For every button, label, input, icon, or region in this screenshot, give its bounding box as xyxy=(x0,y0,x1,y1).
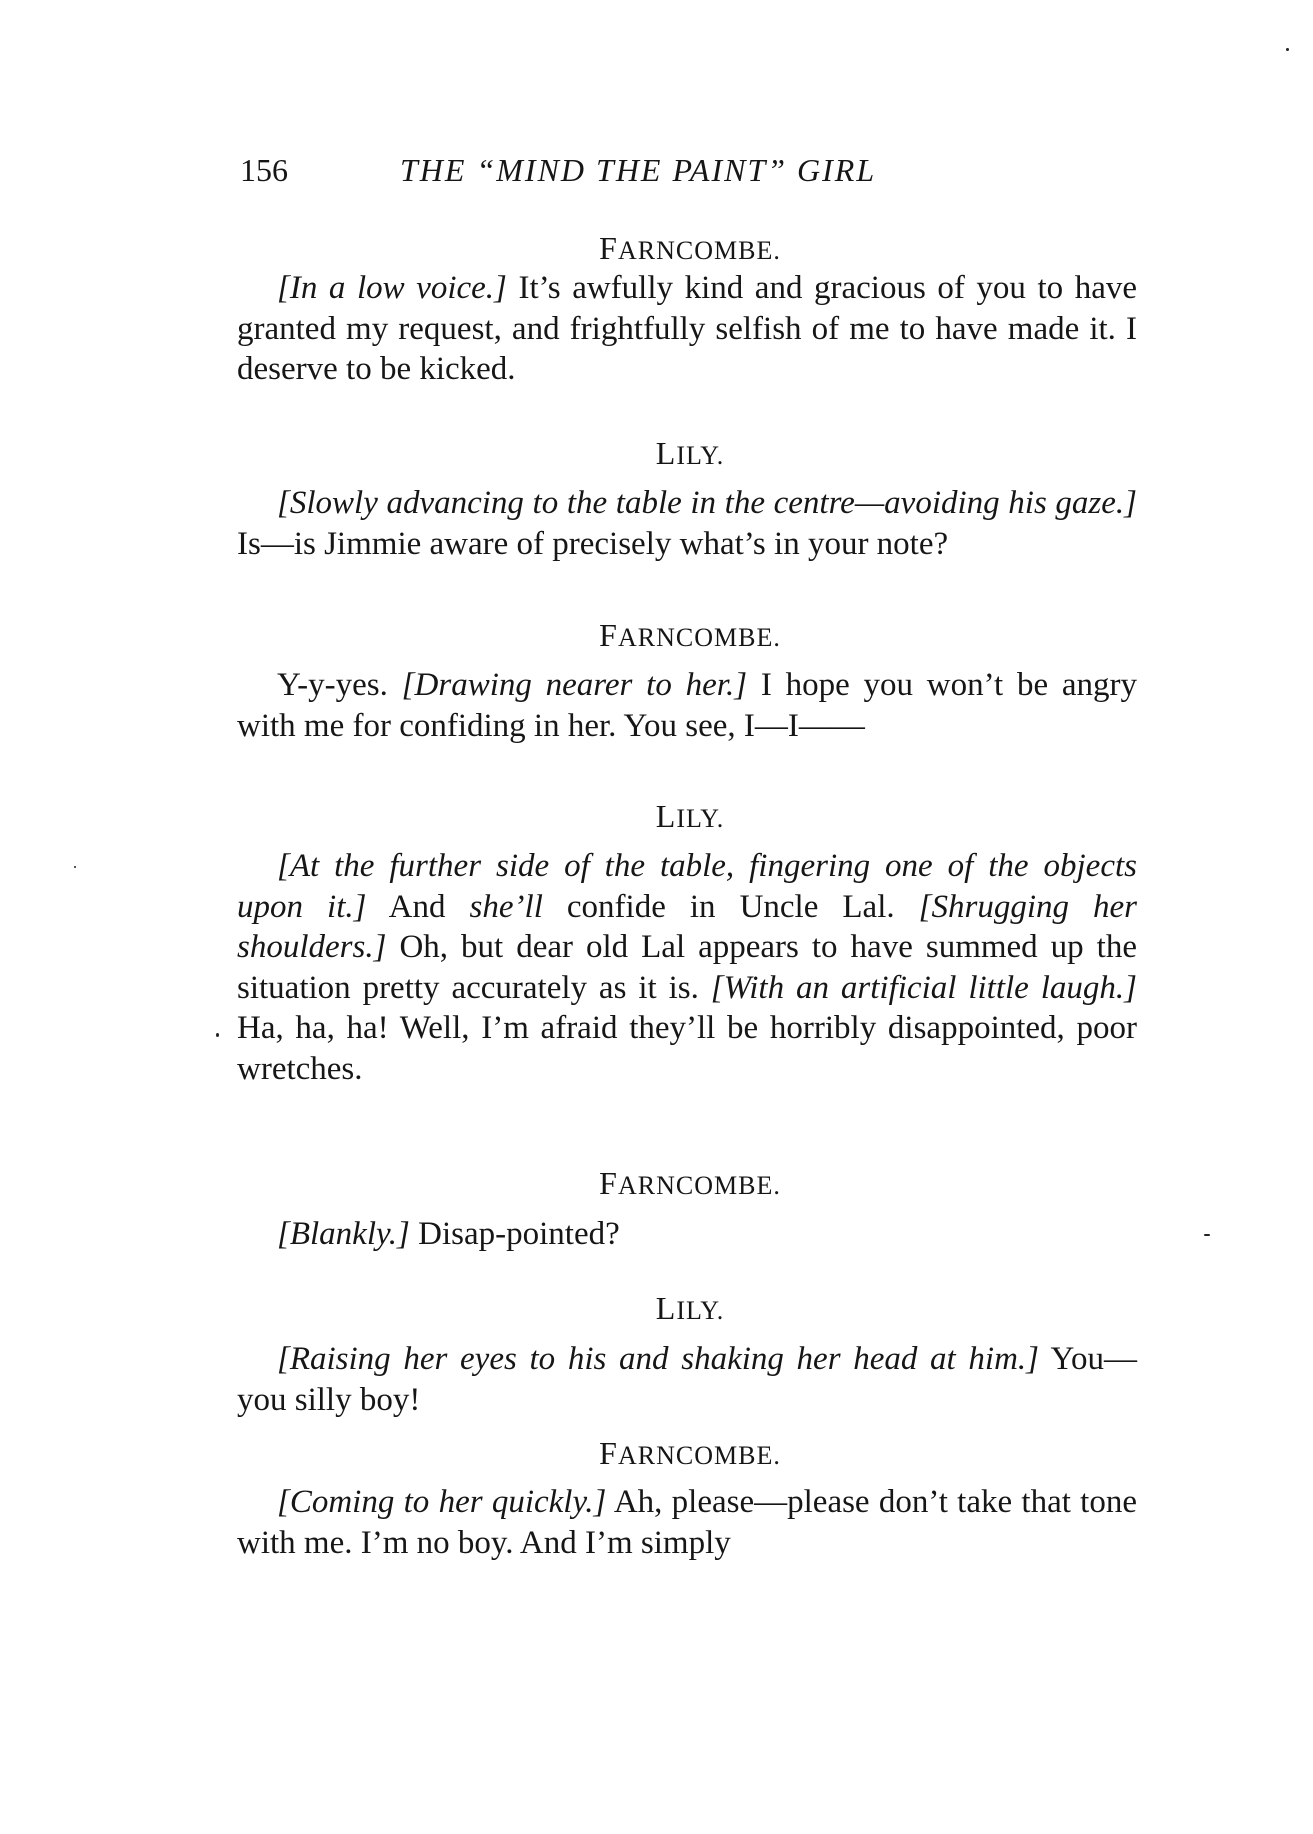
stage-direction: [Raising her eyes to his and shaking her head at him.] xyxy=(277,1341,1040,1377)
dialogue-text: confide in Uncle Lal. xyxy=(542,888,919,925)
stage-direction: [At the further side of the table, fingering one of the objects upon it.] xyxy=(237,848,1137,925)
stage-direction: [Blankly.] xyxy=(277,1216,410,1252)
dialogue-text: I hope you won’t be angry with me for confiding in her. You see, I—I—— xyxy=(237,667,1137,744)
speech-paragraph xyxy=(237,1214,1137,1255)
scan-speck xyxy=(216,1033,219,1037)
running-title: THE “MIND THE PAINT” GIRL xyxy=(400,152,877,188)
dialogue-text: Y-y-yes. xyxy=(277,667,402,703)
speaker-name-lily: LILY. xyxy=(655,1290,725,1326)
speaker-name-farncombe: FARNCOMBE. xyxy=(599,230,781,266)
page-header xyxy=(240,152,1140,192)
dialogue-text: It’s awfully kind and gracious of you to have granted my request, and frightfully selfish of me to have made it. I deserve to be kicked. xyxy=(237,270,1137,387)
speaker-name-farncombe: FARNCOMBE. xyxy=(599,617,781,653)
stage-direction: [Coming to her quickly.] xyxy=(277,1484,607,1520)
emphasized-word: she’ll xyxy=(469,888,543,925)
speech-paragraph xyxy=(237,665,1137,746)
scan-speck xyxy=(74,866,76,868)
stage-direction: [Drawing nearer to her.] xyxy=(401,667,748,703)
dialogue-text: Ah, please—please don’t take that tone with me. I’m no boy. And I’m simply xyxy=(237,1484,1137,1561)
speech-paragraph xyxy=(237,1339,1137,1420)
dialogue-text: Is—is Jimmie aware of precisely what’s in your note? xyxy=(237,525,949,562)
page-number: 156 xyxy=(240,152,288,188)
scan-speck xyxy=(1286,48,1289,51)
dialogue-text: You—you silly boy! xyxy=(237,1341,1138,1418)
stage-direction: [With an artificial little laugh.] xyxy=(710,969,1137,1006)
dialogue-text: Ha, ha, ha! Well, I’m afraid they’ll be horribly disappointed, poor wretches. xyxy=(237,1010,1137,1087)
speech-paragraph xyxy=(237,846,1137,1089)
speech-paragraph xyxy=(237,268,1137,390)
speech-paragraph xyxy=(237,1482,1137,1563)
dialogue-text: And xyxy=(366,888,470,925)
dialogue-text: Disap-pointed? xyxy=(409,1216,620,1252)
speaker-name-lily: LILY. xyxy=(655,435,725,471)
stage-direction: [In a low voice.] xyxy=(277,270,507,306)
speaker-name-farncombe: FARNCOMBE. xyxy=(599,1165,781,1201)
stage-direction: [Slowly advancing to the table in the centre—avoiding his gaze.] xyxy=(277,485,1137,521)
stage-direction: [Shrugging her shoulders.] xyxy=(237,888,1138,965)
scan-speck xyxy=(1204,1234,1210,1236)
speaker-name-farncombe: FARNCOMBE. xyxy=(599,1435,781,1471)
speaker-name-lily: LILY. xyxy=(655,798,725,834)
dialogue-text: Oh, but dear old Lal appears to have summed up the situation pretty accurately as it is. xyxy=(237,929,1137,1006)
speech-paragraph xyxy=(237,483,1137,564)
